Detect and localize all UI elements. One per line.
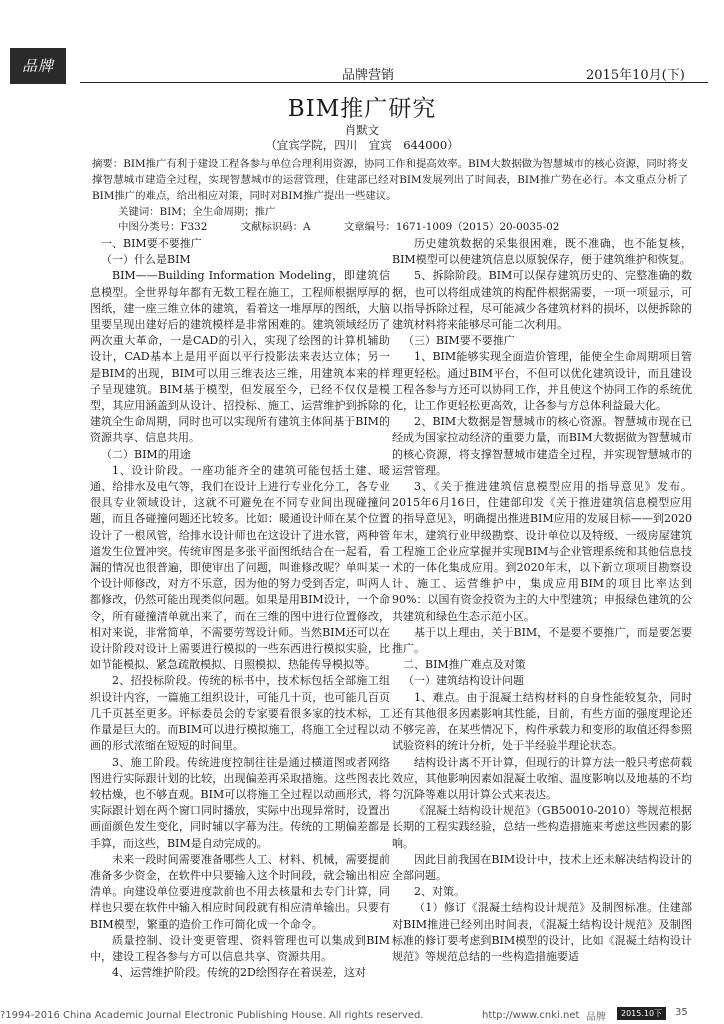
body-paragraph: 1、难点。由于混凝土结构材料的自身性能较复杂，同时还有其他很多因素影响其性能，目前，有些方面的强度理论还不够完善，在某些情况下，构件承载力和变形的取值还得参照试验资料的统计分析，处于半经验半理论状态。 [392,690,692,753]
article-identifiers [118,218,678,233]
issue-date: 2015年10月(下) [586,68,685,83]
author-affiliation: （宜宾学院，四川 宜宾 644000） [265,138,459,152]
body-paragraph: 5、拆除阶段。BIM可以保存建筑历史的、完整准确的数据，也可以将组成建筑的构配件根据需要，一项一项显示，可以指导拆除过程，尽可能减少各建筑材料的损坏，以便拆除的建筑材料将来能够尽可能二次利用。 [392,269,692,332]
body-paragraph: 《混凝土结构设计规范》（GB50010-2010）等规范根据长期的工程实践经验，总结一些构造措施来考虑这些因素的影响。 [392,804,692,850]
body-paragraph: 3、施工阶段。传统进度控制往往是通过横道图或者网络图进行实际跟计划的比较，出现偏差再采取措施。这些图表比较枯燥，也不够直观。BIM可以将施工全过程以动画形式，将实际跟计划在两个窗口同时播放，实际中出现异常时，设置出画面颜色发生变化，同时辅以字幕为注。传统的工期偏差都是手算，而这些，BIM是自动完成的。 [90,755,390,850]
body-paragraph: 因此目前我国在BIM设计中，技术上还未解决结构设计的全部问题。 [392,852,692,882]
article-title: BIM推广研究 [287,96,437,122]
section-title: 品牌营销 [342,68,395,83]
body-paragraph: BIM——Building Information Modeling，即建筑信息模型。全世界每年都有无数工程在施工，工程师根据厚厚的图纸，建一座三维立体的建筑，看着这一堆厚厚的图纸，大脑里要呈现出建好后的建筑模样是非常困难的。建筑领域经历了两次重大革命，一是CAD的引入，实现了绘图的计算机辅助设计，CAD基本上是用平面以平行投影法来表达立体；另一是BIM的出现，BIM可以用三维表达三维，用建筑本来的样子呈现建筑。BIM基于模型，但发展至今，已经不仅仅是模型，其应用涵盖到从设计、招投标、施工、运营维护到拆除的建筑全生命周期，同时也可以实现所有建筑主体间基于BIM的资源共享、信息共用。 [90,269,390,445]
cnki-link[interactable]: http://www.cnki.net [482,1010,580,1021]
section-heading: （一）什么是BIM [101,253,191,267]
body-paragraph: 历史建筑数据的采集很困难，既不准确，也不能复核，BIM模型可以使建筑信息以原貌保存，便于建筑维护和恢复。 [392,237,692,267]
document-code: 文献标识码：A [240,221,311,233]
section-heading: （三）BIM要不要推广 [403,334,515,348]
body-paragraph: 4、运营维护阶段。传统的2D绘图存在着误差，这对 [112,966,366,980]
journal-logo: 品牌 [10,48,66,84]
clc-number: 中图分类号：F332 [118,221,208,233]
body-paragraph: 2、对策。 [414,885,465,899]
body-paragraph: 质量控制、设计变更管理、资料管理也可以集成到BIM中，建设工程各参与方可以信息共享、资源共用。 [90,933,390,963]
left-column [90,236,390,1001]
section-heading: 二、BIM推广难点及对策 [403,658,526,672]
header-rule [80,82,708,83]
article-author: 肖默文 [344,123,380,137]
article-number: 文章编号：1671-1009（2015）20-0035-02 [343,221,560,233]
footer-tag: 品牌 [586,1012,606,1023]
body-paragraph: 未来一段时间需要准备哪些人工、材料、机械，需要提前准备多少资金，在软件中只要输入这个时间段，就会输出相应清单。向建设单位要进度款前也不用去核量和去专门计算，同样也只要在软件中输入相应时间段就有相应清单输出。只要有BIM模型，繁重的造价工作可简化成一个命令。 [90,852,390,931]
body-paragraph: 1、BIM能够实现全面造价管理，能使全生命周期项目管理更轻松。通过BIM平台，不但可以优化建筑设计，而且建设工程各参与方还可以协同工作，并且使这个协同工作的系统优化，让工作更轻松更高效，让各参与方总体利益最大化。 [392,350,692,413]
body-paragraph: 基于以上理由，关于BIM，不是要不要推广，而是要怎要推广。 [392,625,692,656]
body-paragraph: 1、设计阶段。一座功能齐全的建筑可能包括土建、暖通、给排水及电气等，我们在设计上进行专业化分工，各专业很具专业领域设计，这就不可避免在不同专业间出现碰撞问题，而且各碰撞问题还比较多。比如：暖通设计师在某个位置设计了一根风管，给排水设计师也在这设计了进水管，两种管道发生位置冲突。传统审图是多张平面图纸结合在一起看，看漏的情况也很普遍，即使审出了问题，叫谁修改呢？单叫某一个设计师修改，对方不乐意，因为他的努力受到否定，叫两人都修改，仍然可能出现类似问题。如果是用BIM设计，一个命令，所有碰撞清单就出来了，而在三维的图中进行位置修改，相对来说，非常简单，不需要劳驾设计师。当然BIM还可以在设计阶段对设计上需要进行模拟的一些东西进行模拟实验，比如节能模拟、紧急疏散模拟、日照模拟、热能传导模拟等。 [90,463,390,672]
abstract: 摘要：BIM推广有利于建设工程各参与单位合理利用资源，协同工作和提高效率。BIM大数据做为智慧城市的核心资源，同时将支撑智慧城市建造全过程，实现智慧城市的运营管理，住建部已经对BIM发展列出了时间表，BIM推广势在必行。本文重点分析了BIM推广的难点，给出相应对策，同时对BIM推广提出一些建议。 [92,158,688,202]
body-paragraph: （1）修订《混凝土结构设计规范》及制图标准。住建部对BIM推进已经列出时间表，《混凝土结构设计规范》及制图标准的修订要考虑到BIM模型的设计，比如《混凝土结构设计规范》等规范总结的一些构造措施要适 [392,901,692,963]
section-heading: （二）BIM的用途 [101,447,191,461]
body-paragraph: 3、《关于推进建筑信息模型应用的指导意见》发布。2015年6月16日，住建部印发《关于推进建筑信息模型应用的指导意见》，明确提出推进BIM应用的发展目标——到2020年末，建筑行业甲级勘察、设计单位以及特级、一级房屋建筑工程施工企业应掌握并实现BIM与企业管理系统和其他信息技术的一体化集成应用。到2020年末，以下新立项项目勘察设计、施工、运营维护中，集成应用BIM的项目比率达到90%：以国有资金投资为主的大中型建筑；申报绿色建筑的公共建筑和绿色生态示范小区。 [392,480,692,623]
body-paragraph: 结构设计离不开计算，但现行的计算方法一般只考虑荷载效应，其他影响因素如混凝土收缩、温度影响以及地基的不均匀沉降等难以用计算公式来表达。 [392,755,692,801]
section-heading: （一）建筑结构设计问题 [403,674,524,688]
copyright-notice: ?1994-2016 China Academic Journal Electronic Publishing House. All rights reserved. [0,1010,424,1021]
right-column [392,236,692,1001]
page-number: 35 [675,1007,688,1018]
body-paragraph: 2、招投标阶段。传统的标书中，技术标包括全部施工组织设计内容，一篇施工组织设计，可能几十页，也可能几百页几千页甚至更多。评标委员会的专家要看很多家的技术标，工作量是巨大的。而BIM可以进行模拟施工，将施工全过程以动画的形式浓缩在短短的时间里。 [90,674,390,753]
keywords: 关键词：BIM；全生命周期；推广 [118,206,276,218]
issue-badge: 2015.10下 [617,1007,666,1020]
body-paragraph: 2、BIM大数据是智慧城市的核心资源。智慧城市现在已经成为国家拉动经济的重要力量，而BIM大数据做为智慧城市的核心资源，将支撑智慧城市建造全过程，并实现智慧城市的运营管理。 [392,415,692,477]
section-heading: 一、BIM要不要推广 [101,237,202,250]
